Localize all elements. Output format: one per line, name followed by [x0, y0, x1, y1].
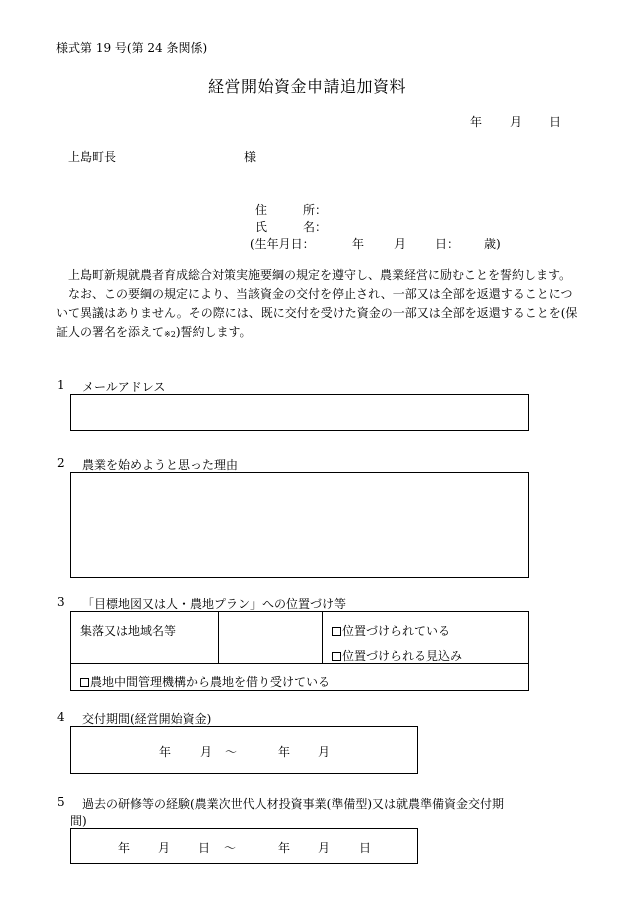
section-4-label: 交付期間(経営開始資金) [82, 712, 212, 726]
checkbox-icon[interactable] [80, 678, 89, 687]
date-year: 年 [470, 115, 483, 129]
table-divider-2 [322, 611, 323, 664]
birth-year: 年 [352, 237, 365, 251]
training-start-month: 月 [158, 841, 171, 855]
note-mark: ※2 [164, 330, 176, 339]
date-month: 月 [510, 115, 523, 129]
section-5-label-cont: 間) [70, 814, 87, 828]
period-end-year: 年 [278, 745, 291, 759]
birth-label: (生年月日： [250, 237, 315, 251]
page-title: 経営開始資金申請追加資料 [208, 77, 407, 96]
date-day: 日 [549, 115, 562, 129]
birth-day: 日： [435, 237, 460, 251]
period-start-year: 年 [159, 745, 172, 759]
option-farmland-lease-label: 農地中間管理機構から農地を借り受けている [90, 675, 331, 689]
section-1-label: メールアドレス [82, 380, 166, 394]
birth-month: 月 [394, 237, 407, 251]
option-expected-label: 位置づけられる見込み [342, 649, 463, 663]
pledge-paragraph-1: 上島町新規就農者育成総合対策実施要綱の規定を遵守し、農業経営に励むことを誓約します。 [68, 268, 572, 282]
training-end-day: 日 [359, 841, 372, 855]
pledge-text [56, 266, 581, 344]
checkbox-icon[interactable] [332, 652, 341, 661]
reason-field[interactable] [70, 472, 529, 578]
training-tilde: ～ [224, 841, 237, 855]
pledge-paragraph-2-text: なお、この要綱の規定により、当該資金の交付を停止され、一部又は全部を返還することについて異議はありません。その際には、既に交付を受けた資金の一部又は全部を返還することを(保証人の署名を添えて [56, 287, 578, 339]
option-positioned[interactable] [332, 622, 450, 639]
training-end-year: 年 [278, 841, 291, 855]
section-4-number: 4 [57, 710, 65, 724]
training-start-year: 年 [118, 841, 131, 855]
period-tilde: ～ [225, 745, 238, 759]
option-expected[interactable] [332, 647, 462, 664]
age-label: 歳) [484, 237, 501, 251]
address-label: 住 所： [255, 203, 328, 217]
training-start-day: 日 [198, 841, 211, 855]
checkbox-icon[interactable] [332, 627, 341, 636]
training-end-month: 月 [318, 841, 331, 855]
pledge-paragraph-2 [56, 285, 581, 344]
name-label: 氏 名： [255, 220, 328, 234]
email-field[interactable] [70, 394, 529, 431]
option-farmland-lease[interactable] [80, 673, 330, 690]
area-label: 集落又は地域名等 [80, 624, 177, 638]
period-end-month: 月 [318, 745, 331, 759]
section-2-number: 2 [57, 456, 65, 470]
section-5-label: 過去の研修等の経験(農業次世代人材投資事業(準備型)又は就農準備資金交付期 [82, 797, 505, 811]
section-2-label: 農業を始めようと思った理由 [82, 458, 239, 472]
addressee-name: 上島町長 [68, 150, 117, 164]
form-number: 様式第 19 号(第 24 条関係) [56, 41, 208, 55]
section-3-number: 3 [57, 595, 65, 609]
section-5-number: 5 [57, 795, 65, 809]
section-1-number: 1 [57, 378, 65, 392]
pledge-paragraph-2-end: )誓約します。 [175, 325, 252, 339]
addressee-honorific: 様 [244, 150, 257, 164]
option-positioned-label: 位置づけられている [342, 624, 451, 638]
area-input[interactable] [219, 612, 322, 663]
grant-period-field[interactable] [70, 726, 418, 774]
section-3-label: 「目標地図又は人・農地プラン」への位置づけ等 [82, 597, 347, 611]
period-start-month: 月 [200, 745, 213, 759]
